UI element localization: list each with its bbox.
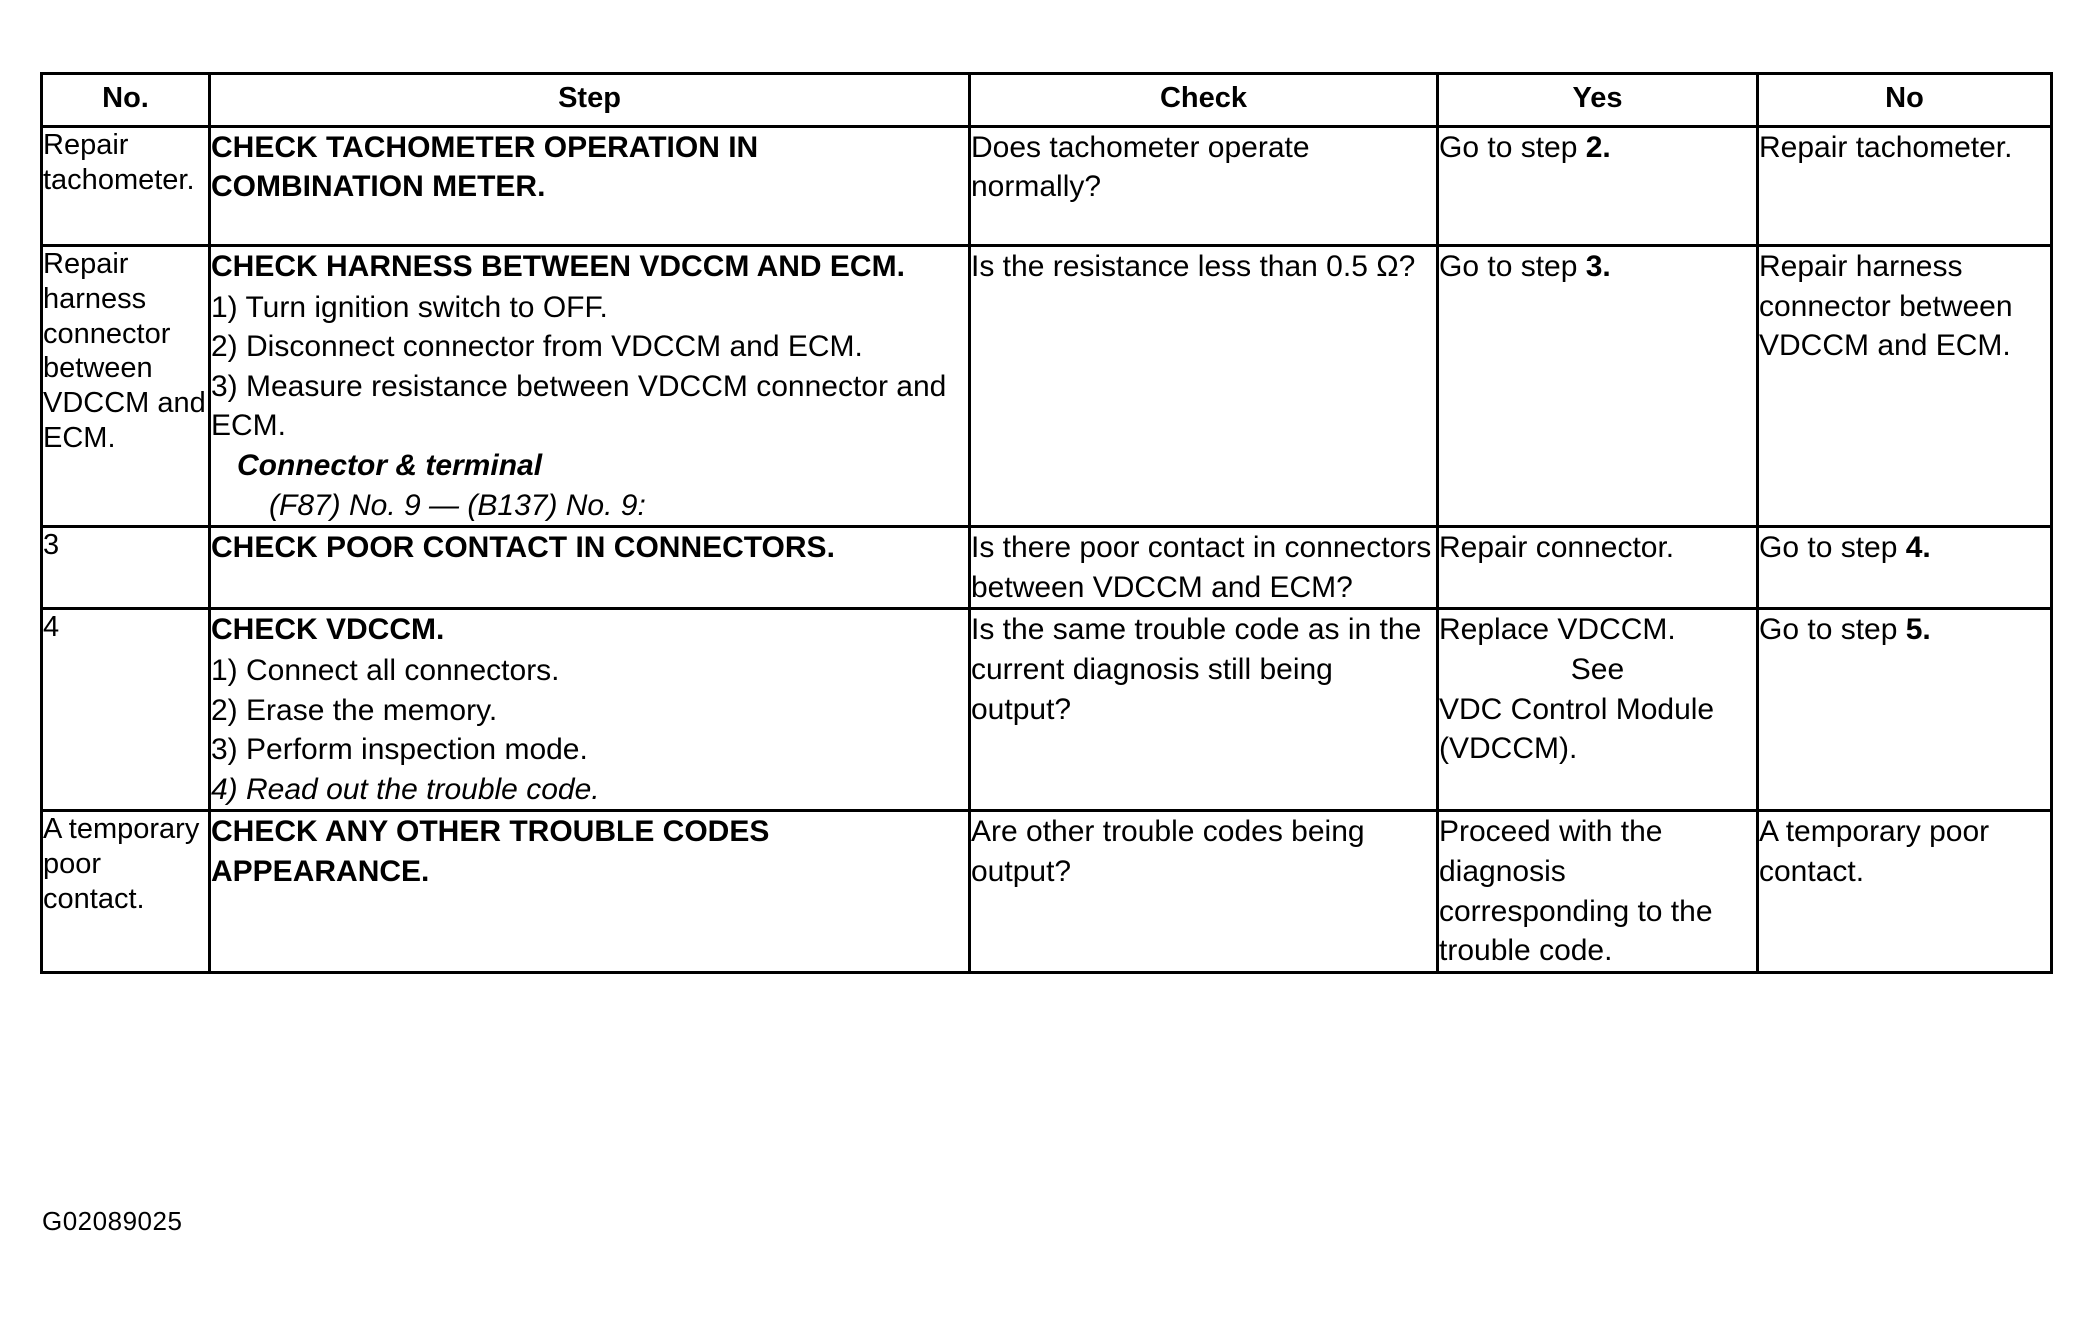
no-step-number: 4. (1905, 531, 1931, 565)
row-number: Repair tachometer. (42, 126, 210, 245)
row-no: Repair tachometer. (1758, 126, 2052, 245)
yes-step-number: 2. (1585, 130, 1611, 164)
column-header-no: No. (42, 74, 210, 127)
row-check: Is the resistance less than 0.5 Ω? (970, 246, 1438, 527)
table-row (42, 246, 2052, 527)
step-line: 1) Connect all connectors. (211, 654, 560, 688)
table-row (42, 527, 2052, 609)
table-row (42, 609, 2052, 811)
row-check: Does tachometer operate normally? (970, 126, 1438, 245)
row-step (210, 811, 970, 972)
row-no: Repair harness connector between VDCCM and ECM. (1758, 246, 2052, 527)
row-number: 4 (42, 609, 210, 811)
step-title: CHECK HARNESS BETWEEN VDCCM AND ECM. (211, 250, 905, 284)
step-line: 3) Measure resistance between VDCCM connector and ECM. (211, 369, 947, 443)
row-check: Is there poor contact in connectors between VDCCM and ECM? (970, 527, 1438, 609)
step-connector-terminal: (F87) No. 9 — (B137) No. 9: (269, 488, 646, 522)
row-no: A temporary poor contact. (1758, 811, 2052, 972)
yes-text: Go to step (1439, 250, 1586, 284)
yes-line: Replace VDCCM. (1439, 613, 1676, 647)
no-step-number: 5. (1905, 613, 1931, 647)
table-header-row (42, 74, 2052, 127)
row-no (1758, 527, 2052, 609)
row-number: Repair harness connector between VDCCM and ECM. (42, 246, 210, 527)
step-title: CHECK VDCCM. (211, 613, 445, 647)
row-check: Are other trouble codes being output? (970, 811, 1438, 972)
row-yes: Proceed with the diagnosis corresponding to the trouble code. (1438, 811, 1758, 972)
row-check: Is the same trouble code as in the current diagnosis still being output? (970, 609, 1438, 811)
step-title: CHECK TACHOMETER OPERATION IN COMBINATION METER. (211, 130, 759, 204)
step-line: 3) Perform inspection mode. (211, 733, 588, 767)
column-header-no: No (1758, 74, 2052, 127)
diagnostic-table-container (40, 72, 2050, 974)
row-step (210, 126, 970, 245)
yes-line: See (1570, 653, 1625, 687)
step-line: 2) Erase the memory. (211, 693, 498, 727)
step-line: 1) Turn ignition switch to OFF. (211, 290, 608, 324)
column-header-check: Check (970, 74, 1438, 127)
table-row (42, 811, 2052, 972)
row-step (210, 246, 970, 527)
step-line: 4) Read out the trouble code. (211, 772, 600, 806)
row-number: A temporary poor contact. (42, 811, 210, 972)
step-connector-label: Connector & terminal (237, 449, 543, 483)
diagnostic-table (40, 72, 2053, 974)
row-step (210, 527, 970, 609)
step-title: CHECK POOR CONTACT IN CONNECTORS. (211, 531, 835, 565)
column-header-step: Step (210, 74, 970, 127)
row-yes (1438, 609, 1758, 811)
yes-text: Go to step (1439, 130, 1586, 164)
column-header-yes: Yes (1438, 74, 1758, 127)
step-line: 2) Disconnect connector from VDCCM and ECM. (211, 330, 863, 364)
row-yes: Repair connector. (1438, 527, 1758, 609)
row-step (210, 609, 970, 811)
no-text: Go to step (1759, 531, 1906, 565)
row-yes (1438, 126, 1758, 245)
step-title: CHECK ANY OTHER TROUBLE CODES APPEARANCE. (211, 815, 770, 888)
no-text: Go to step (1759, 613, 1906, 647)
yes-reference: VDC Control Module (VDCCM). (1439, 692, 1715, 766)
table-row (42, 126, 2052, 245)
row-no (1758, 609, 2052, 811)
yes-step-number: 3. (1585, 250, 1611, 284)
row-number: 3 (42, 527, 210, 609)
row-yes (1438, 246, 1758, 527)
figure-code: G02089025 (42, 1206, 183, 1236)
